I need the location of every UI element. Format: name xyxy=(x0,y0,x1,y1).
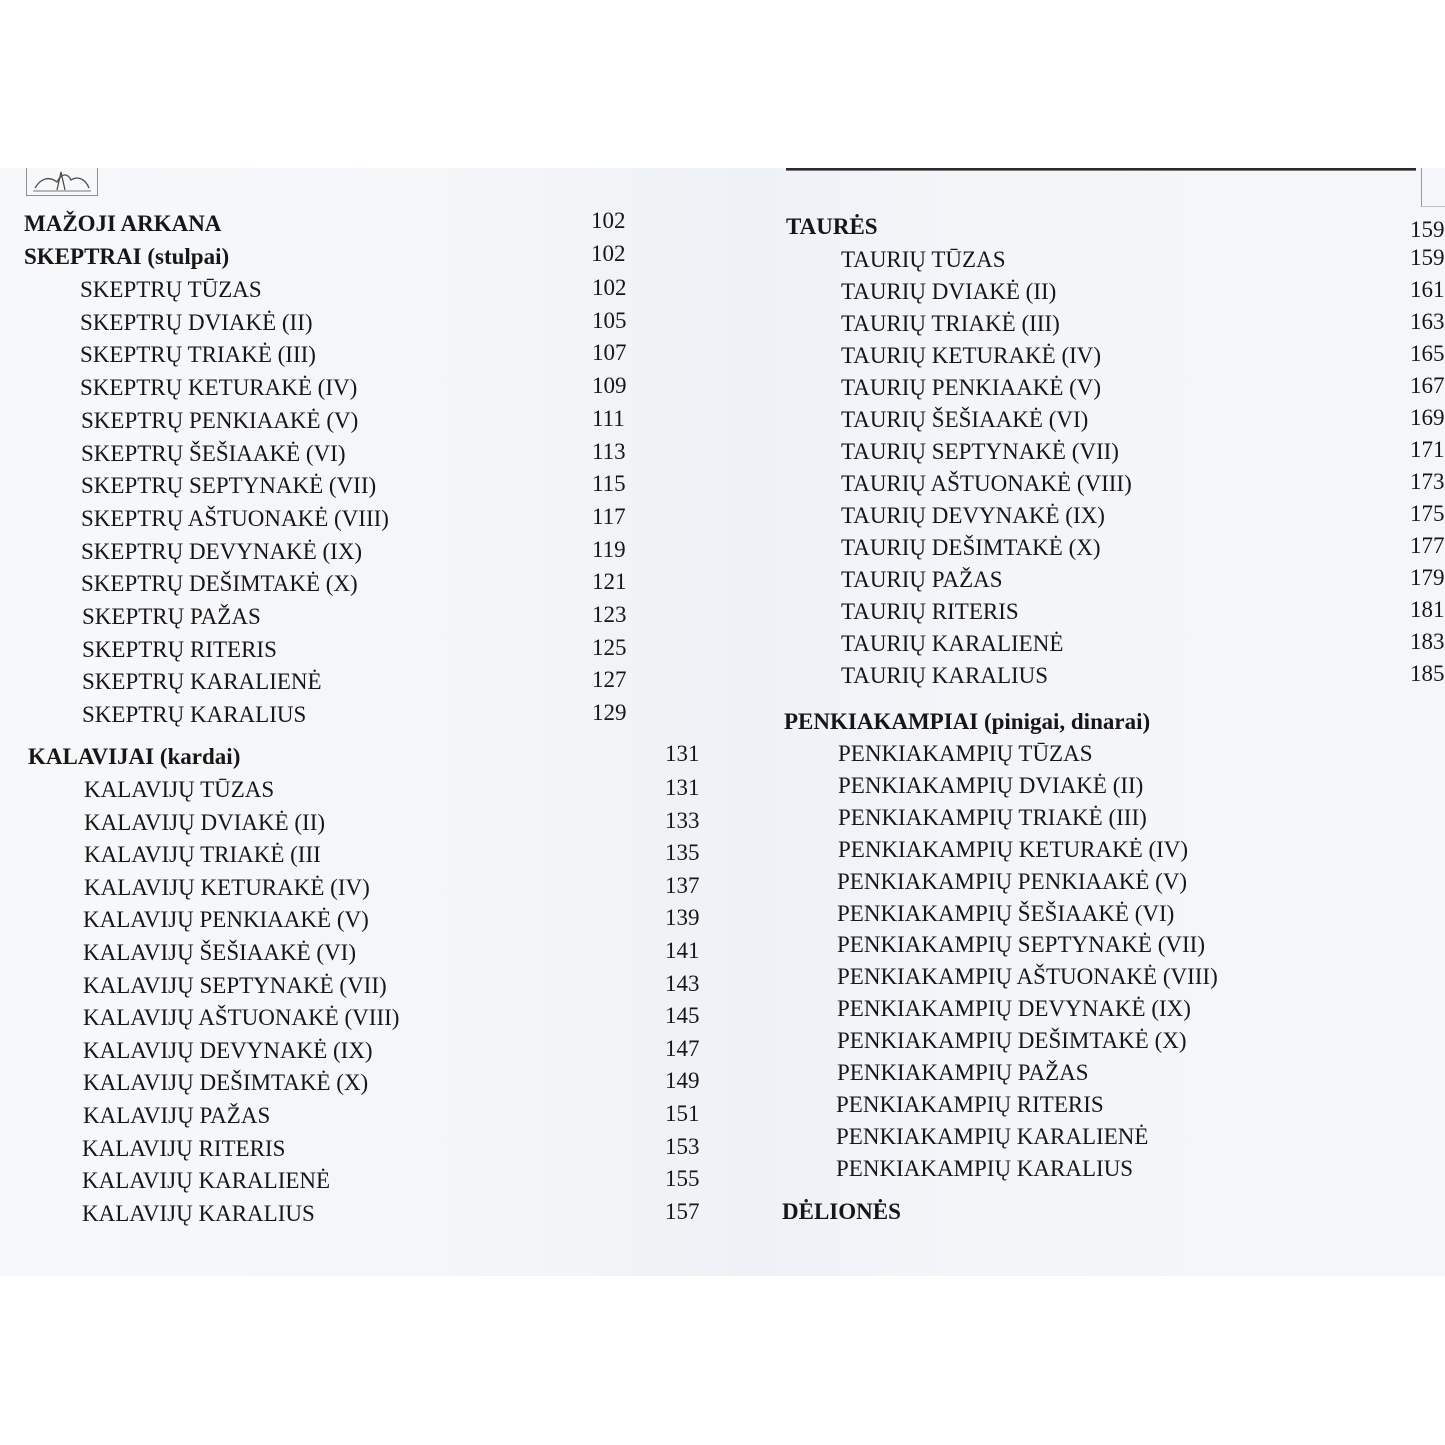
toc-entry-page-number: 157 xyxy=(665,1198,700,1224)
section-heading-penkiakampiai-pinigai-dinarai: PENKIAKAMPIAI (pinigai, dinarai) xyxy=(784,709,1151,734)
toc-entry-page-number: 105 xyxy=(592,307,627,333)
toc-entry-penkiakampiu-tuzas: PENKIAKAMPIŲ TŪZAS xyxy=(838,741,1093,766)
toc-entry-tauriu-astuonake-viii: TAURIŲ AŠTUONAKĖ (VIII) xyxy=(841,471,1132,496)
toc-entry-kalaviju-sesiaake-vi: KALAVIJŲ ŠEŠIAAKĖ (VI) xyxy=(83,940,357,965)
toc-entry-page-number: 145 xyxy=(665,1003,700,1029)
toc-entry-page-number: 143 xyxy=(665,970,700,996)
toc-entry-skeptru-tuzas: SKEPTRŲ TŪZAS xyxy=(80,277,262,302)
toc-entry-tauriu-riteris: TAURIŲ RITERIS xyxy=(841,599,1019,624)
toc-entry-page-number: 135 xyxy=(665,840,700,866)
toc-entry-page-number: 165 xyxy=(1410,341,1445,366)
toc-entry-skeptru-desimtake-x: SKEPTRŲ DEŠIMTAKĖ (X) xyxy=(81,571,358,597)
toc-entry-page-number: 137 xyxy=(665,872,700,898)
toc-entry-page-number: 115 xyxy=(592,471,626,497)
toc-entry-skeptru-keturake-iv: SKEPTRŲ KETURAKĖ (IV) xyxy=(80,375,358,401)
toc-entry-page-number: 109 xyxy=(592,373,627,399)
toc-entry-penkiakampiu-triake-iii: PENKIAKAMPIŲ TRIAKĖ (III) xyxy=(838,804,1147,830)
toc-entry-penkiakampiu-astuonake-viii: PENKIAKAMPIŲ AŠTUONAKĖ (VIII) xyxy=(837,964,1218,990)
toc-entry-kalaviju-keturake-iv: KALAVIJŲ KETURAKĖ (IV) xyxy=(84,874,370,900)
section-page-number: 102 xyxy=(591,208,626,233)
toc-entry-skeptru-septynake-vii: SKEPTRŲ SEPTYNAKĖ (VII) xyxy=(81,473,377,499)
toc-entry-page-number: 121 xyxy=(592,569,627,595)
header-rule-tab xyxy=(1421,168,1445,207)
toc-entry-page-number: 185 xyxy=(1410,661,1445,686)
toc-entry-skeptru-devynake-ix: SKEPTRŲ DEVYNAKĖ (IX) xyxy=(81,538,363,564)
toc-entry-page-number: 119 xyxy=(592,536,626,562)
toc-entry-page-number: 163 xyxy=(1410,309,1445,334)
toc-entry-page-number: 159 xyxy=(1410,245,1445,270)
toc-entry-page-number: 175 xyxy=(1410,501,1445,526)
toc-entry-skeptru-astuonake-viii: SKEPTRŲ AŠTUONAKĖ (VIII) xyxy=(81,505,389,531)
toc-entry-page-number: 169 xyxy=(1410,405,1445,430)
toc-entry-tauriu-pazas: TAURIŲ PAŽAS xyxy=(841,567,1003,592)
toc-entry-penkiakampiu-dviake-ii: PENKIAKAMPIŲ DVIAKĖ (II) xyxy=(838,772,1144,798)
section-heading-skeptrai-stulpai: SKEPTRAI (stulpai) xyxy=(24,244,230,269)
toc-entry-penkiakampiu-keturake-iv: PENKIAKAMPIŲ KETURAKĖ (IV) xyxy=(838,836,1189,862)
toc-entry-penkiakampiu-penkiaake-v: PENKIAKAMPIŲ PENKIAAKĖ (V) xyxy=(837,868,1188,894)
toc-entry-skeptru-karalius: SKEPTRŲ KARALIUS xyxy=(82,702,307,728)
toc-entry-page-number: 113 xyxy=(592,438,626,464)
toc-entry-page-number: 111 xyxy=(592,405,625,431)
toc-entry-kalaviju-karaliene: KALAVIJŲ KARALIENĖ xyxy=(82,1168,331,1194)
toc-entry-page-number: 155 xyxy=(665,1166,700,1192)
toc-entry-page-number: 161 xyxy=(1410,277,1445,302)
page-ornament xyxy=(26,168,98,196)
toc-entry-kalaviju-desimtake-x: KALAVIJŲ DEŠIMTAKĖ (X) xyxy=(83,1070,369,1096)
toc-entry-tauriu-desimtake-x: TAURIŲ DEŠIMTAKĖ (X) xyxy=(841,535,1101,560)
toc-entry-skeptru-riteris: SKEPTRŲ RITERIS xyxy=(82,636,277,662)
toc-entry-tauriu-karaliene: TAURIŲ KARALIENĖ xyxy=(841,631,1064,656)
toc-entry-penkiakampiu-karaliene: PENKIAKAMPIŲ KARALIENĖ xyxy=(836,1123,1149,1149)
toc-entry-tauriu-septynake-vii: TAURIŲ SEPTYNAKĖ (VII) xyxy=(841,439,1119,464)
toc-entry-skeptru-penkiaake-v: SKEPTRŲ PENKIAAKĖ (V) xyxy=(81,407,359,433)
toc-entry-kalaviju-devynake-ix: KALAVIJŲ DEVYNAKĖ (IX) xyxy=(83,1037,373,1063)
toc-entry-tauriu-tuzas: TAURIŲ TŪZAS xyxy=(841,247,1006,272)
section-heading-deliones: DĖLIONĖS xyxy=(782,1199,901,1224)
toc-entry-kalaviju-tuzas: KALAVIJŲ TŪZAS xyxy=(84,777,275,802)
toc-entry-kalaviju-triake-iii: KALAVIJŲ TRIAKĖ (III xyxy=(84,842,321,868)
toc-entry-page-number: 125 xyxy=(592,634,627,660)
toc-entry-tauriu-dviake-ii: TAURIŲ DVIAKĖ (II) xyxy=(841,279,1057,304)
toc-entry-skeptru-dviake-ii: SKEPTRŲ DVIAKĖ (II) xyxy=(80,309,313,335)
toc-entry-page-number: 129 xyxy=(592,700,627,726)
toc-entry-kalaviju-pazas: KALAVIJŲ PAŽAS xyxy=(83,1103,271,1128)
toc-entry-page-number: 171 xyxy=(1410,437,1445,462)
toc-entry-page-number: 123 xyxy=(592,602,627,627)
section-heading-taures: TAURĖS xyxy=(786,214,878,239)
toc-entry-tauriu-karalius: TAURIŲ KARALIUS xyxy=(841,663,1049,688)
toc-entry-page-number: 127 xyxy=(592,667,627,693)
toc-entry-skeptru-karaliene: SKEPTRŲ KARALIENĖ xyxy=(82,669,322,695)
toc-entry-page-number: 141 xyxy=(665,938,700,963)
toc-entry-kalaviju-riteris: KALAVIJŲ RITERIS xyxy=(82,1135,286,1161)
toc-entry-page-number: 181 xyxy=(1410,597,1445,622)
toc-entry-kalaviju-karalius: KALAVIJŲ KARALIUS xyxy=(82,1200,315,1226)
toc-entry-penkiakampiu-karalius: PENKIAKAMPIŲ KARALIUS xyxy=(836,1155,1134,1181)
toc-entry-penkiakampiu-septynake-vii: PENKIAKAMPIŲ SEPTYNAKĖ (VII) xyxy=(837,932,1205,958)
toc-entry-penkiakampiu-desimtake-x: PENKIAKAMPIŲ DEŠIMTAKĖ (X) xyxy=(837,1028,1187,1054)
toc-entry-tauriu-devynake-ix: TAURIŲ DEVYNAKĖ (IX) xyxy=(841,503,1105,528)
toc-entry-page-number: 102 xyxy=(592,275,627,300)
section-page-number: 102 xyxy=(591,241,626,266)
toc-entry-page-number: 149 xyxy=(665,1068,700,1094)
toc-entry-kalaviju-septynake-vii: KALAVIJŲ SEPTYNAKĖ (VII) xyxy=(83,972,387,998)
toc-entry-penkiakampiu-devynake-ix: PENKIAKAMPIŲ DEVYNAKĖ (IX) xyxy=(837,996,1191,1022)
toc-entry-skeptru-pazas: SKEPTRŲ PAŽAS xyxy=(82,604,261,629)
toc-entry-page-number: 179 xyxy=(1410,565,1445,590)
header-rule xyxy=(786,168,1416,171)
toc-entry-page-number: 173 xyxy=(1410,469,1445,494)
toc-entry-page-number: 183 xyxy=(1410,629,1445,654)
toc-entry-tauriu-keturake-iv: TAURIŲ KETURAKĖ (IV) xyxy=(841,343,1102,368)
toc-entry-page-number: 139 xyxy=(665,905,700,931)
toc-entry-page-number: 107 xyxy=(592,340,627,366)
toc-entry-page-number: 117 xyxy=(592,503,626,529)
toc-entry-tauriu-penkiaake-v: TAURIŲ PENKIAAKĖ (V) xyxy=(841,375,1102,400)
toc-entry-page-number: 177 xyxy=(1410,533,1445,558)
toc-entry-page-number: 153 xyxy=(665,1133,700,1159)
toc-entry-page-number: 131 xyxy=(665,775,700,800)
section-page-number: 131 xyxy=(665,741,700,766)
toc-entry-tauriu-sesiaake-vi: TAURIŲ ŠEŠIAAKĖ (VI) xyxy=(841,407,1089,432)
toc-entry-page-number: 133 xyxy=(665,807,700,833)
toc-entry-penkiakampiu-riteris: PENKIAKAMPIŲ RITERIS xyxy=(836,1091,1104,1117)
toc-entry-penkiakampiu-pazas: PENKIAKAMPIŲ PAŽAS xyxy=(837,1060,1089,1085)
toc-entry-kalaviju-astuonake-viii: KALAVIJŲ AŠTUONAKĖ (VIII) xyxy=(83,1005,400,1031)
toc-entry-skeptru-triake-iii: SKEPTRŲ TRIAKĖ (III) xyxy=(80,342,316,368)
toc-entry-tauriu-triake-iii: TAURIŲ TRIAKĖ (III) xyxy=(841,311,1060,336)
section-heading-mazoji-arkana: MAŽOJI ARKANA xyxy=(24,211,222,236)
section-heading-kalavijai-kardai: KALAVIJAI (kardai) xyxy=(28,744,241,769)
toc-entry-skeptru-sesiaake-vi: SKEPTRŲ ŠEŠIAAKĖ (VI) xyxy=(81,440,346,466)
toc-entry-kalaviju-penkiaake-v: KALAVIJŲ PENKIAAKĖ (V) xyxy=(83,907,369,933)
toc-entry-page-number: 167 xyxy=(1410,373,1445,398)
toc-entry-kalaviju-dviake-ii: KALAVIJŲ DVIAKĖ (II) xyxy=(84,809,326,835)
toc-entry-page-number: 151 xyxy=(665,1101,700,1126)
section-page-number: 159 xyxy=(1410,217,1445,242)
toc-entry-penkiakampiu-sesiaake-vi: PENKIAKAMPIŲ ŠEŠIAAKĖ (VI) xyxy=(837,900,1175,926)
toc-entry-page-number: 147 xyxy=(665,1035,700,1061)
